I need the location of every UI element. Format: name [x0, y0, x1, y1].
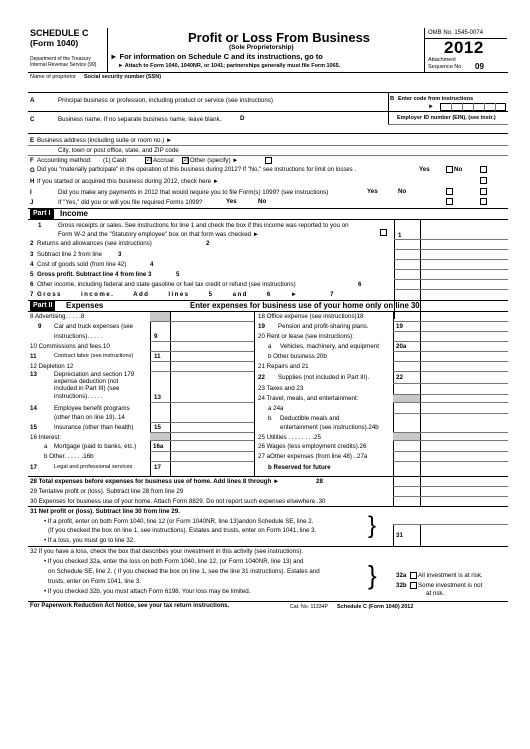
l20-text: 20 Rent or lease (see instructions): — [258, 333, 354, 340]
l22-box-label: 22 — [396, 374, 403, 381]
l20a-letter: a — [268, 343, 272, 350]
line-j-code: J — [30, 199, 34, 206]
l16a-letter: a — [44, 443, 48, 450]
l30-text: 30 Expenses for business use of your home. Attach Form 8829. Do not report such expenses elsewhere..30 — [30, 498, 326, 505]
form-attach-line: ► Attach to Form 1040, 1040NR, or 1041; partnerships generally must file Form 1065. — [118, 63, 341, 69]
schedule-label: SCHEDULE C — [30, 28, 89, 38]
f-cash-label: Cash — [112, 157, 127, 164]
l28-text: 28 Total expenses before expenses for business use of home. Add lines 8 through ► — [30, 478, 280, 485]
l24b-text-b: entertainment (see instructions).24b — [280, 424, 379, 431]
l19-box-label: 19 — [396, 323, 403, 330]
l24a-text: a 24a — [268, 405, 284, 412]
l16a-text: Mortgage (paid to banks, etc.) — [54, 443, 137, 450]
part1-tag: Part I — [30, 209, 54, 219]
l10-text: 10 Commissions and fees.10 — [30, 343, 110, 350]
l11-num: 11 — [30, 353, 37, 360]
j-yes-label: Yes — [226, 198, 237, 205]
l31-box-note: (If you checked the box on line 1, see instructions). Estates and trusts, enter on Form 1041, line 3. — [48, 527, 317, 534]
dept-treasury: Department of the Treasury — [30, 56, 91, 62]
l5-text: Gross profit. Subtract line 4 from line 3 — [37, 271, 152, 278]
l31-box-label: 31 — [396, 532, 403, 539]
l1-box-label: 1 — [398, 232, 402, 239]
proprietor-name-label: Name of proprietor — [30, 74, 76, 80]
l13-text-a: Depreciation and section 179 — [54, 371, 135, 378]
line-g-code: G — [30, 167, 35, 174]
form-info-line: ► For information on Schedule C and its instructions, go to — [110, 52, 323, 61]
g-yes-checkbox[interactable] — [446, 166, 453, 173]
l6-text: Other income, including federal and state gasoline or fuel tax credit or refund (see instructions) — [37, 281, 296, 288]
l26-text: 26 Wages (less employment credits).26 — [258, 443, 367, 450]
line-i-text: Did you make any payments in 2012 that would require you to file Form(s) 1099? (see instructions) — [58, 189, 329, 196]
l3-text: Subtract line 2 from line — [37, 251, 102, 258]
l3-num: 3 — [30, 251, 34, 258]
line-f-code: F — [30, 157, 34, 164]
sequence-number: 09 — [475, 62, 484, 71]
l20a-box-label: 20a — [396, 343, 407, 350]
l21-text: 21 Repairs and 21 — [258, 363, 309, 370]
l9-text-a: Car and truck expenses (see — [54, 323, 134, 330]
l18-text: 18 Office expense (see instructions)18 — [258, 313, 364, 320]
omb-number: OMB No. 1545-0074 — [428, 30, 484, 36]
l5-box-label: 5 — [176, 271, 180, 278]
line-j-text: If "Yes," did you or will you file required Forms 1099? — [58, 199, 203, 206]
l13-num: 13 — [30, 371, 37, 378]
g-no-checkbox[interactable] — [480, 166, 487, 173]
form-label: (Form 1040) — [30, 38, 79, 48]
l16-text: 16 Interest: — [30, 434, 61, 441]
l1-text-a: Gross receipts or sales. See instructions for line 1 and check the box if this income was reported to you on — [58, 222, 349, 229]
l13-box-label: 13 — [154, 394, 161, 401]
j-no-label: No — [258, 198, 267, 205]
l23-text: 23 Taxes and 23 — [258, 385, 304, 392]
f-3-label: (3) — [182, 157, 189, 163]
i-no-label: No — [398, 188, 407, 195]
l32a-text-3: trusts, enter on Form 1041, line 3. — [48, 578, 141, 585]
l11-text: Contract labor (see instructions) — [54, 353, 134, 359]
some-not-at-risk-checkbox[interactable] — [410, 582, 417, 589]
l32-brace-icon: } — [368, 560, 377, 590]
l27a-text: 27 aOther expenses (from line 48) ..27a — [258, 453, 368, 460]
l15-box-label: 15 — [154, 424, 161, 431]
l32-text: 32 If you have a loss, check the box that describes your investment in this activity (see instructions). — [30, 548, 304, 555]
h-started-checkbox[interactable] — [480, 177, 487, 184]
line-g-text: Did you "materially participate" in the operation of this business during 2012? If "No," see instructions for limit on losses . — [37, 167, 357, 173]
g-no-label: No — [454, 166, 463, 173]
l32a-box-label: 32a — [396, 572, 407, 579]
g-yes-label: Yes — [419, 166, 430, 173]
l2-box-label: 2 — [206, 240, 210, 247]
i-yes-checkbox[interactable] — [446, 188, 453, 195]
part2-title: Expenses — [66, 301, 104, 310]
l31-profit-text: • If a profit, enter on both Form 1040, line 12 (or Form 1040NR, line 13)andon Schedule SE, line 2. — [44, 518, 314, 525]
l17-text: Legal and professional services — [54, 464, 133, 470]
l32b-box-label: 32b — [396, 582, 407, 589]
l32a-text-1: • If you checked 32a, enter the loss on both Form 1040, line 12, (or Form 1040NR, line 13) and — [44, 558, 304, 565]
f-2-label: (2) — [145, 157, 152, 163]
line-c-code: C — [30, 116, 35, 123]
line-e-code: E — [30, 137, 35, 144]
l1-num: 1 — [38, 222, 42, 229]
line-h-code: H — [30, 178, 35, 185]
l13-text-b: expense deduction (not — [54, 378, 119, 385]
l17-num: 17 — [30, 464, 37, 471]
sequence-label: Sequence No. — [428, 64, 463, 70]
j-yes-checkbox[interactable] — [446, 198, 453, 205]
footer-form-id: Schedule C (Form 1040) 2012 — [337, 604, 414, 610]
l13-text-c: included in Part III) (see — [54, 385, 120, 392]
line-a-text: Principal business or profession, including product or service (see instructions) — [58, 97, 273, 104]
line-d-code: D — [240, 115, 245, 122]
l28-box-label: 28 — [316, 478, 323, 485]
l29-text: 29 Tentative profit or (loss). Subtract line 28 from line 29 — [30, 488, 184, 495]
l17-box-label: 17 — [154, 464, 161, 471]
line-d-text: Employer ID number (EIN), (see instr.) — [397, 115, 496, 121]
l22-text: Supplies (not included in Part III). — [278, 374, 370, 381]
part1-title: Income — [60, 209, 89, 218]
l7-box-label: 7 — [330, 291, 334, 298]
l4-box-label: 4 — [150, 261, 154, 268]
l1-text-b: Form W-2 and the "Statutory employee" box on that form was checked ► — [58, 231, 259, 238]
part2-banner: Enter expenses for business use of your home only on line 30. — [190, 301, 422, 310]
l7-text: Gross income. Add lines 5 and 6 ► — [37, 291, 299, 298]
line-a-code: A — [30, 97, 35, 104]
l24-text: 24 Travel, meals, and entertainment: — [258, 395, 359, 402]
l2-num: 2 — [30, 240, 34, 247]
line-c-text: Business name. If no separate business name, leave blank. — [58, 116, 222, 123]
l9-box-label: 9 — [154, 333, 158, 340]
i-yes-label: Yes — [367, 188, 378, 195]
l32b-box-text-2: at risk. — [426, 590, 445, 597]
l14-text-b: (other than on line 19)..14 — [54, 414, 125, 421]
l19-num: 19 — [258, 323, 265, 330]
form-title: Profit or Loss From Business — [188, 30, 371, 45]
tax-year: 2012 — [444, 38, 484, 57]
l31-brace-icon: } — [368, 512, 377, 539]
l3-box-label: 3 — [118, 251, 122, 258]
l32a-box-text: All investment is at risk. — [418, 572, 483, 579]
l32b-box-text: Some investment is not — [418, 582, 483, 589]
l24b-letter: b — [268, 415, 272, 422]
l6-box-label: 6 — [358, 281, 362, 288]
l20a-text: Vehicles, machinery, and equipment — [280, 343, 379, 350]
line-e-text: Business address (including suite or room no.) ► — [37, 137, 173, 144]
line-b-code: B — [390, 96, 395, 102]
footer-cat: Cat. No. 11334P — [290, 604, 328, 610]
l31-loss-text: • If a loss, you must go to line 32. — [44, 537, 135, 544]
l13-text-d: instructions). . . . . — [54, 393, 103, 400]
l25-text: 25 Utilities . . . . . . . .25 — [258, 434, 321, 441]
l12-text: 12 Depletion 12 — [30, 363, 74, 370]
line-e2-text: City, town or post office, state, and ZIP code — [58, 147, 179, 154]
j-no-checkbox[interactable] — [480, 198, 487, 205]
l24b-text-a: Deductible meals and — [280, 415, 340, 422]
line-i-code: I — [30, 189, 32, 196]
part2-tag: Part II — [30, 301, 55, 311]
l9-num: 9 — [38, 323, 42, 330]
all-at-risk-checkbox[interactable] — [410, 572, 417, 579]
l7-num: 7 — [30, 291, 34, 298]
dept-irs: Internal Revenue Service (99) — [30, 62, 97, 68]
footer-paperwork: For Paperwork Reduction Act Notice, see your tax return instructions. — [30, 603, 230, 609]
l4-text: Cost of goods sold (from line 42) — [37, 261, 127, 268]
l22-num: 22 — [258, 374, 265, 381]
l31-text: 31 Net profit or (loss). Subtract line 30 from line 29. — [30, 508, 180, 515]
statutory-employee-checkbox[interactable] — [380, 229, 387, 236]
l4-num: 4 — [30, 261, 34, 268]
l32b-text: • If you checked 32b, you must attach Form 6198. Your loss may be limited. — [44, 588, 251, 595]
i-no-checkbox[interactable] — [480, 188, 487, 195]
l16a-box-label: 16a — [153, 443, 164, 450]
line-h-text: If you started or acquired this business during 2012, check here ► — [37, 178, 219, 185]
f-other-label: Other (specify) ► — [190, 157, 239, 164]
l14-text-a: Employee benefit programs — [54, 405, 130, 412]
accounting-cash-checkbox[interactable] — [265, 157, 272, 164]
f-1-label: (1) — [103, 157, 111, 164]
l11-box-label: 11 — [154, 353, 161, 360]
l2-text: Returns and allowances (see instructions) — [37, 240, 152, 247]
l14-num: 14 — [30, 405, 37, 412]
l19-text: Pension and profit-sharing plans. — [278, 323, 369, 330]
f-accrual-label: Accrual — [153, 157, 174, 164]
form-subtitle: (Sole Proprietorship) — [229, 44, 294, 51]
l9-text-b: instructions). . . . . — [54, 333, 103, 340]
l16b-text: b Other. . . . . .16b — [44, 453, 94, 460]
l20b-text: b Other business 20b — [268, 353, 327, 360]
line-b-text: Enter code from instructions — [398, 96, 474, 102]
l15-num: 15 — [30, 424, 37, 431]
l32a-text-2: on Schedule SE, line 2. ( If you checked the box on line 1, see the line 31 instructions). Estates and — [48, 568, 320, 575]
l15-text: Insurance (other than health) — [54, 424, 134, 431]
ssn-label: Social security number (SSN) — [84, 74, 162, 80]
l6-num: 6 — [30, 281, 34, 288]
attachment-label: Attachment — [428, 57, 456, 63]
line-b-arrow: ► — [428, 104, 434, 110]
l5-num: 5 — [30, 271, 34, 278]
l27b-text: b Reserved for future — [268, 464, 331, 471]
line-f-text: Accounting method: — [37, 157, 92, 164]
l8-text: 8 Advertising. . . . .8 — [30, 313, 85, 320]
